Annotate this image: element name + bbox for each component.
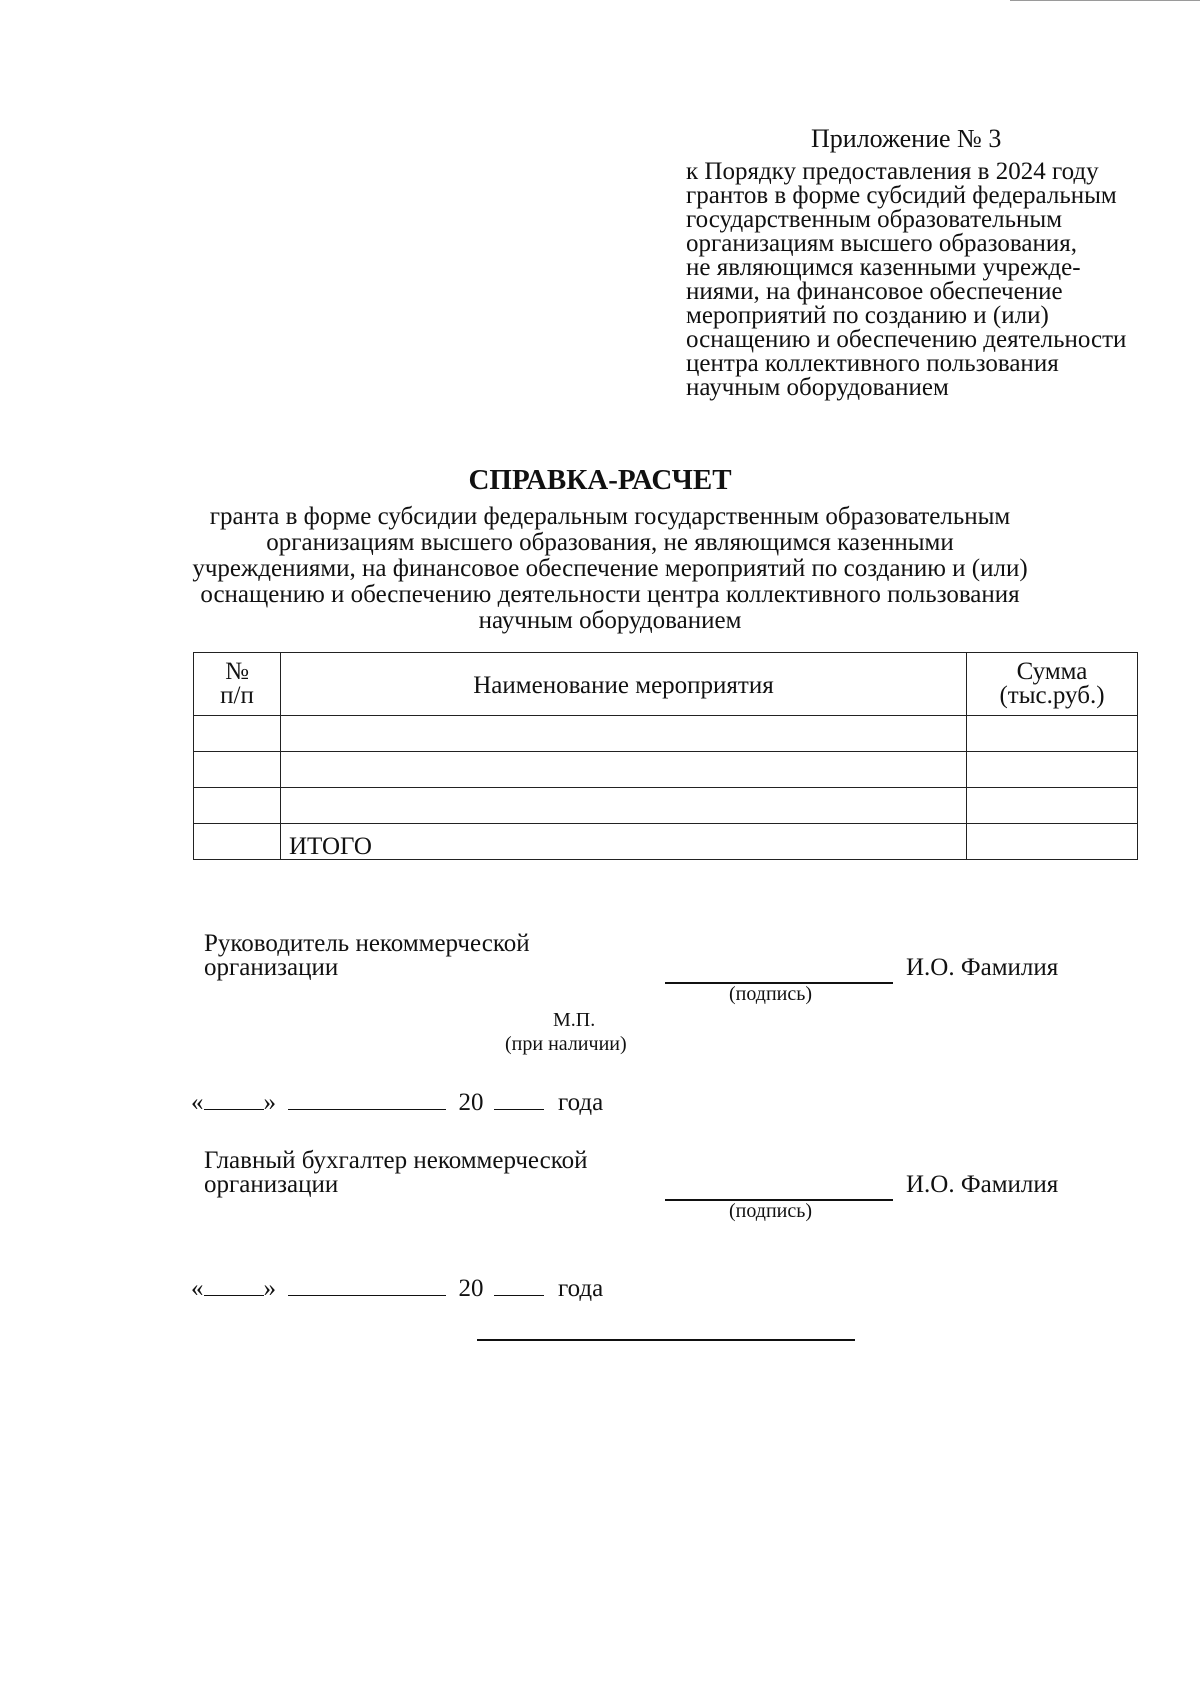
head-signature-caption: (подпись) [729,983,813,1005]
cell-total-amount [967,824,1138,860]
date-year-prefix: 20 [458,1275,484,1302]
calculation-table [193,652,1138,860]
accountant-name: И.О. Фамилия [906,1171,1059,1198]
stamp-label: М.П. [553,1009,596,1031]
date-open-quote: « [191,1089,204,1116]
date-close-quote: » [263,1089,276,1116]
subtitle-line: научным оборудованием [478,607,742,634]
appendix-reference [686,160,1156,400]
date-year-suffix: года [558,1089,604,1116]
date-year-prefix: 20 [458,1089,484,1116]
subtitle-line: оснащению и обеспечению деятельности центра коллективного пользования [200,581,1020,608]
header-number-symbol: № [225,658,249,685]
cell-activity [281,716,967,752]
cell-amount [967,752,1138,788]
date-day-blank [204,1273,264,1296]
head-position-line2: организации [204,954,339,981]
head-position-line1: Руководитель некоммерческой [204,930,530,957]
appendix-line: мероприятий по созданию и (или) [686,302,1049,329]
document-subtitle [180,504,1040,634]
cell-activity [281,752,967,788]
appendix-line: организациям высшего образования, [686,230,1077,257]
appendix-line: грантов в форме субсидий федеральным [686,182,1117,209]
accountant-position-line1: Главный бухгалтер некоммерческой [204,1147,588,1174]
date-month-blank [288,1087,446,1110]
header-number-abbr: п/п [220,682,254,709]
appendix-line: государственным образовательным [686,206,1063,233]
stamp-note: (при наличии) [505,1033,627,1055]
cell-number [194,716,281,752]
subtitle-line: гранта в форме субсидии федеральным государственным образовательным [209,503,1011,530]
subtitle-line: учреждениями, на финансовое обеспечение мероприятий по созданию и (или) [192,555,1028,582]
header-amount [967,653,1138,716]
appendix-line: центра коллективного пользования [686,350,1059,377]
head-name: И.О. Фамилия [906,954,1059,981]
header-amount-label: Сумма [1016,658,1088,685]
header-number [194,653,281,716]
document-title: СПРАВКА-РАСЧЕТ [468,464,732,496]
header-amount-unit: (тыс.руб.) [999,682,1105,709]
cell-amount [967,716,1138,752]
date-row-accountant [191,1273,603,1304]
appendix-line: ниями, на финансовое обеспечение [686,278,1063,305]
date-year-blank [494,1087,544,1110]
appendix-line: оснащению и обеспечению деятельности [686,326,1127,353]
accountant-position-line2: организации [204,1171,339,1198]
cell-number [194,788,281,824]
document-end-rule [477,1339,855,1341]
header-activity-name: Наименование мероприятия [281,653,967,716]
scan-artifact-line [1010,0,1200,1]
date-year-suffix: года [558,1275,604,1302]
table-total-row [194,824,1138,860]
appendix-line: не являющимся казенными учрежде- [686,254,1081,281]
cell-activity [281,788,967,824]
appendix-line: к Порядку предоставления в 2024 году [686,158,1099,185]
total-label: ИТОГО [281,824,967,860]
table-row [194,788,1138,824]
date-year-blank [494,1273,544,1296]
subtitle-line: организациям высшего образования, не являющимся казенными [266,529,954,556]
accountant-signature-caption: (подпись) [729,1200,813,1222]
table-row [194,716,1138,752]
date-month-blank [288,1273,446,1296]
date-row-head [191,1087,603,1118]
appendix-title: Приложение № 3 [811,124,1002,153]
table-header-row [194,653,1138,716]
date-open-quote: « [191,1275,204,1302]
cell-amount [967,788,1138,824]
date-day-blank [204,1087,264,1110]
cell-number [194,824,281,860]
cell-number [194,752,281,788]
appendix-line: научным оборудованием [686,374,949,401]
date-close-quote: » [263,1275,276,1302]
table-row [194,752,1138,788]
